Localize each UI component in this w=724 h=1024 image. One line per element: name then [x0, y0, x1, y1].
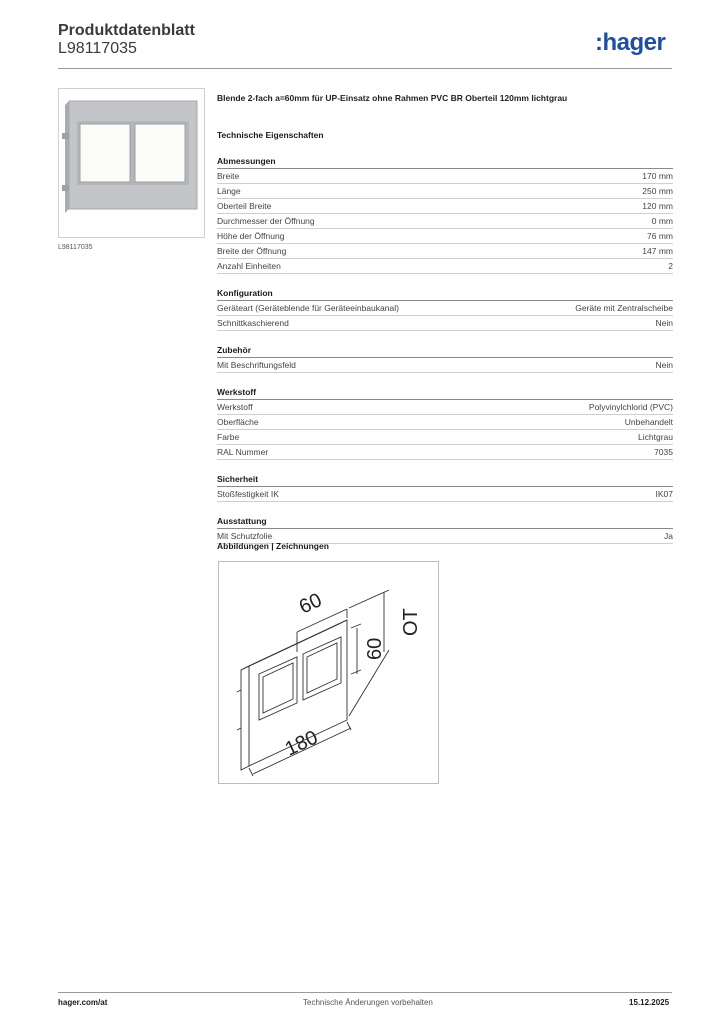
dimension-side-label: 60 [364, 637, 386, 660]
property-value: 76 mm [647, 231, 673, 241]
section-heading: Sicherheit [217, 472, 673, 487]
section-heading: Zubehör [217, 343, 673, 358]
property-row [217, 244, 673, 259]
section [217, 286, 673, 331]
property-label: Durchmesser der Öffnung [217, 216, 315, 226]
property-sections [217, 154, 673, 544]
product-details [217, 93, 673, 544]
cover-plate-illustration [59, 89, 204, 237]
document-title: Produktdatenblatt [58, 22, 195, 39]
property-row [217, 301, 673, 316]
property-value: Unbehandelt [624, 417, 673, 427]
property-label: Breite der Öffnung [217, 246, 287, 256]
property-value: Nein [655, 360, 673, 370]
footer-date: 15.12.2025 [629, 998, 670, 1007]
property-label: Höhe der Öffnung [217, 231, 285, 241]
hager-logo: :hager [595, 29, 666, 56]
property-label: Mit Schutzfolie [217, 531, 273, 541]
footer-website-link[interactable]: hager.com/at [58, 998, 108, 1007]
footer-disclaimer: Technische Änderungen vorbehalten [303, 998, 433, 1007]
section-heading: Ausstattung [217, 514, 673, 529]
dimension-ot-label: OT [400, 608, 422, 636]
property-label: Mit Beschriftungsfeld [217, 360, 296, 370]
property-label: Stoßfestigkeit IK [217, 489, 279, 499]
property-label: Farbe [217, 432, 240, 442]
property-value: Nein [655, 318, 673, 328]
footer-divider [58, 992, 672, 993]
section-heading: Werkstoff [217, 385, 673, 400]
property-row [217, 169, 673, 184]
property-label: RAL Nummer [217, 447, 269, 457]
property-value: Geräte mit Zentralscheibe [575, 303, 673, 313]
dimension-drawing-svg [219, 562, 438, 783]
property-row [217, 487, 673, 502]
property-row [217, 430, 673, 445]
property-value: 120 mm [642, 201, 673, 211]
property-label: Geräteart (Geräteblende für Geräteeinbaukanal) [217, 303, 399, 313]
drawings-heading: Abbildungen | Zeichnungen [217, 541, 329, 551]
section [217, 514, 673, 544]
section-heading: Abmessungen [217, 154, 673, 169]
technical-properties-heading: Technische Eigenschaften [217, 130, 324, 140]
document-number: L98117035 [58, 40, 137, 57]
section [217, 472, 673, 502]
property-value: Lichtgrau [638, 432, 673, 442]
section [217, 385, 673, 460]
dimension-drawing [218, 561, 439, 784]
property-row [217, 445, 673, 460]
property-row [217, 259, 673, 274]
property-row [217, 199, 673, 214]
property-label: Schnittkaschierend [217, 318, 289, 328]
property-row [217, 229, 673, 244]
property-value: 170 mm [642, 171, 673, 181]
property-value: 7035 [654, 447, 673, 457]
product-title: Blende 2-fach a=60mm für UP-Einsatz ohne Rahmen PVC BR Oberteil 120mm lichtgrau [217, 93, 568, 103]
property-row [217, 214, 673, 229]
header-divider [58, 68, 672, 69]
property-row [217, 316, 673, 331]
property-value: 0 mm [651, 216, 673, 226]
property-label: Breite [217, 171, 240, 181]
property-row [217, 358, 673, 373]
property-value: 147 mm [642, 246, 673, 256]
product-image [58, 88, 205, 238]
property-value: 2 [668, 261, 673, 271]
property-value: IK07 [655, 489, 673, 499]
property-value: Polyvinylchlorid (PVC) [588, 402, 673, 412]
image-caption: L98117035 [58, 244, 93, 251]
property-value: Ja [664, 531, 673, 541]
property-label: Oberteil Breite [217, 201, 272, 211]
section [217, 154, 673, 274]
property-row [217, 400, 673, 415]
dimension-top-label: 60 [295, 589, 326, 619]
property-row [217, 184, 673, 199]
property-value: 250 mm [642, 186, 673, 196]
section [217, 343, 673, 373]
section-heading: Konfiguration [217, 286, 673, 301]
dimension-bottom-label: 180 [281, 726, 322, 761]
property-label: Länge [217, 186, 241, 196]
property-label: Oberfläche [217, 417, 259, 427]
property-label: Werkstoff [217, 402, 253, 412]
property-label: Anzahl Einheiten [217, 261, 281, 271]
property-row [217, 415, 673, 430]
